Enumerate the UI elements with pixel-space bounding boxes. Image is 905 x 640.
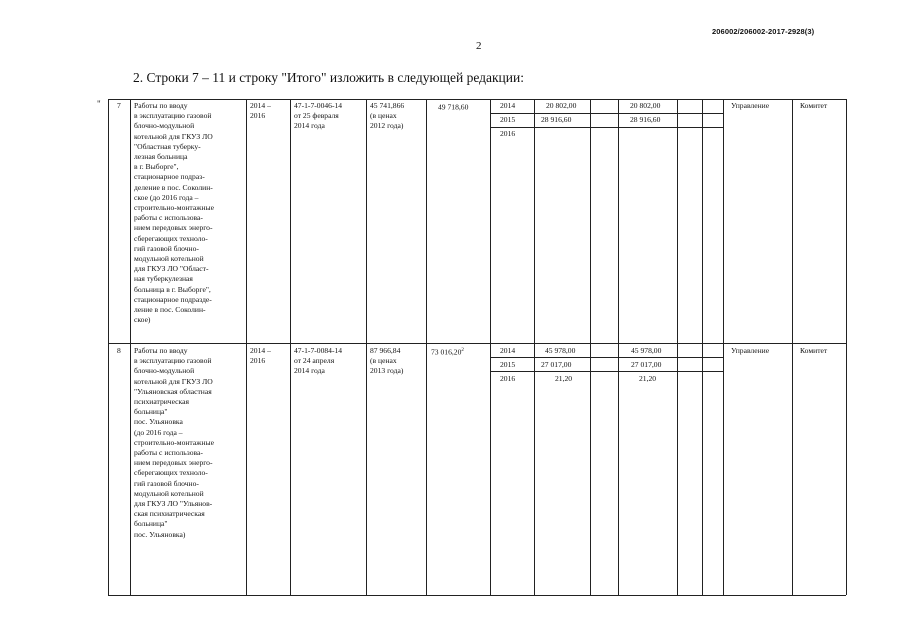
customer: Управление xyxy=(731,346,770,355)
year-label: 2016 xyxy=(500,129,516,138)
year-regional: 20 802,00 xyxy=(630,101,661,110)
year-label: 2016 xyxy=(500,374,516,383)
total-cost: 73 016,20$^2$ xyxy=(431,347,464,357)
object-description: Работы по вводу в эксплуатацию газовой блочно-модульной котельной для ГКУЗ ЛО "Областная туберку- лезная больница в г. Выборге", стационарное подраз- деление в пос. Соколин- ское (до 2016 года – строительно-монтажные работы с использова- нием передовых энерго- сберегающих техноло- гий газовой блочно- модульной котельной для ГКУЗ ЛО "Област- ная туберкулезная больница в г. Выборге", стационарное подразде- ление в пос. Соколин- ское) xyxy=(134,101,215,325)
year-total: 20 802,00 xyxy=(546,101,577,110)
section-heading: 2. Строки 7 – 11 и строку "Итого" изложить в следующей редакции: xyxy=(133,70,524,85)
responsible: Комитет xyxy=(800,346,828,355)
row-number: 8 xyxy=(117,346,121,355)
construction-period: 2014 – 2016 xyxy=(250,346,271,366)
estimated-cost: 45 741,866 (в ценах 2012 года) xyxy=(370,101,405,131)
expertise-document: 47-1-7-0084-14 от 24 апреля 2014 года xyxy=(294,346,343,376)
customer: Управление xyxy=(731,101,770,110)
row-number: 7 xyxy=(117,101,121,110)
object-description: Работы по вводу в эксплуатацию газовой блочно-модульной котельной для ГКУЗ ЛО "Ульяновская областная психиатрическая больница" пос. Ульяновка (до 2016 года – строительно-монтажные работы с использова- нием передовых энерго- сберегающих техноло- гий газовой блочно- модульной котельной для ГКУЗ ЛО "Ульянов- ская психиатрическая больница" пос. Ульяновка) xyxy=(134,346,215,539)
year-total: 27 017,00 xyxy=(541,360,572,369)
year-total: 28 916,60 xyxy=(541,115,572,124)
year-total: 21,20 xyxy=(555,374,573,383)
total-cost: 49 718,60 xyxy=(438,102,469,112)
year-total: 45 978,00 xyxy=(545,346,576,355)
document-number: 206002/206002-2017-2928(3) xyxy=(712,27,815,36)
year-label: 2014 xyxy=(500,101,516,110)
year-regional: 27 017,00 xyxy=(631,360,662,369)
expertise-document: 47-1-7-0046-14 от 25 февраля 2014 года xyxy=(294,101,343,131)
estimated-cost: 87 966,84 (в ценах 2013 года) xyxy=(370,346,404,376)
page-number: 2 xyxy=(476,40,482,52)
year-regional: 21,20 xyxy=(639,374,657,383)
responsible: Комитет xyxy=(800,101,828,110)
opening-quote-mark: " xyxy=(97,99,101,109)
year-regional: 45 978,00 xyxy=(631,346,662,355)
year-regional: 28 916,60 xyxy=(630,115,661,124)
year-label: 2015 xyxy=(500,115,516,124)
year-label: 2014 xyxy=(500,346,516,355)
construction-period: 2014 – 2016 xyxy=(250,101,271,121)
year-label: 2015 xyxy=(500,360,516,369)
